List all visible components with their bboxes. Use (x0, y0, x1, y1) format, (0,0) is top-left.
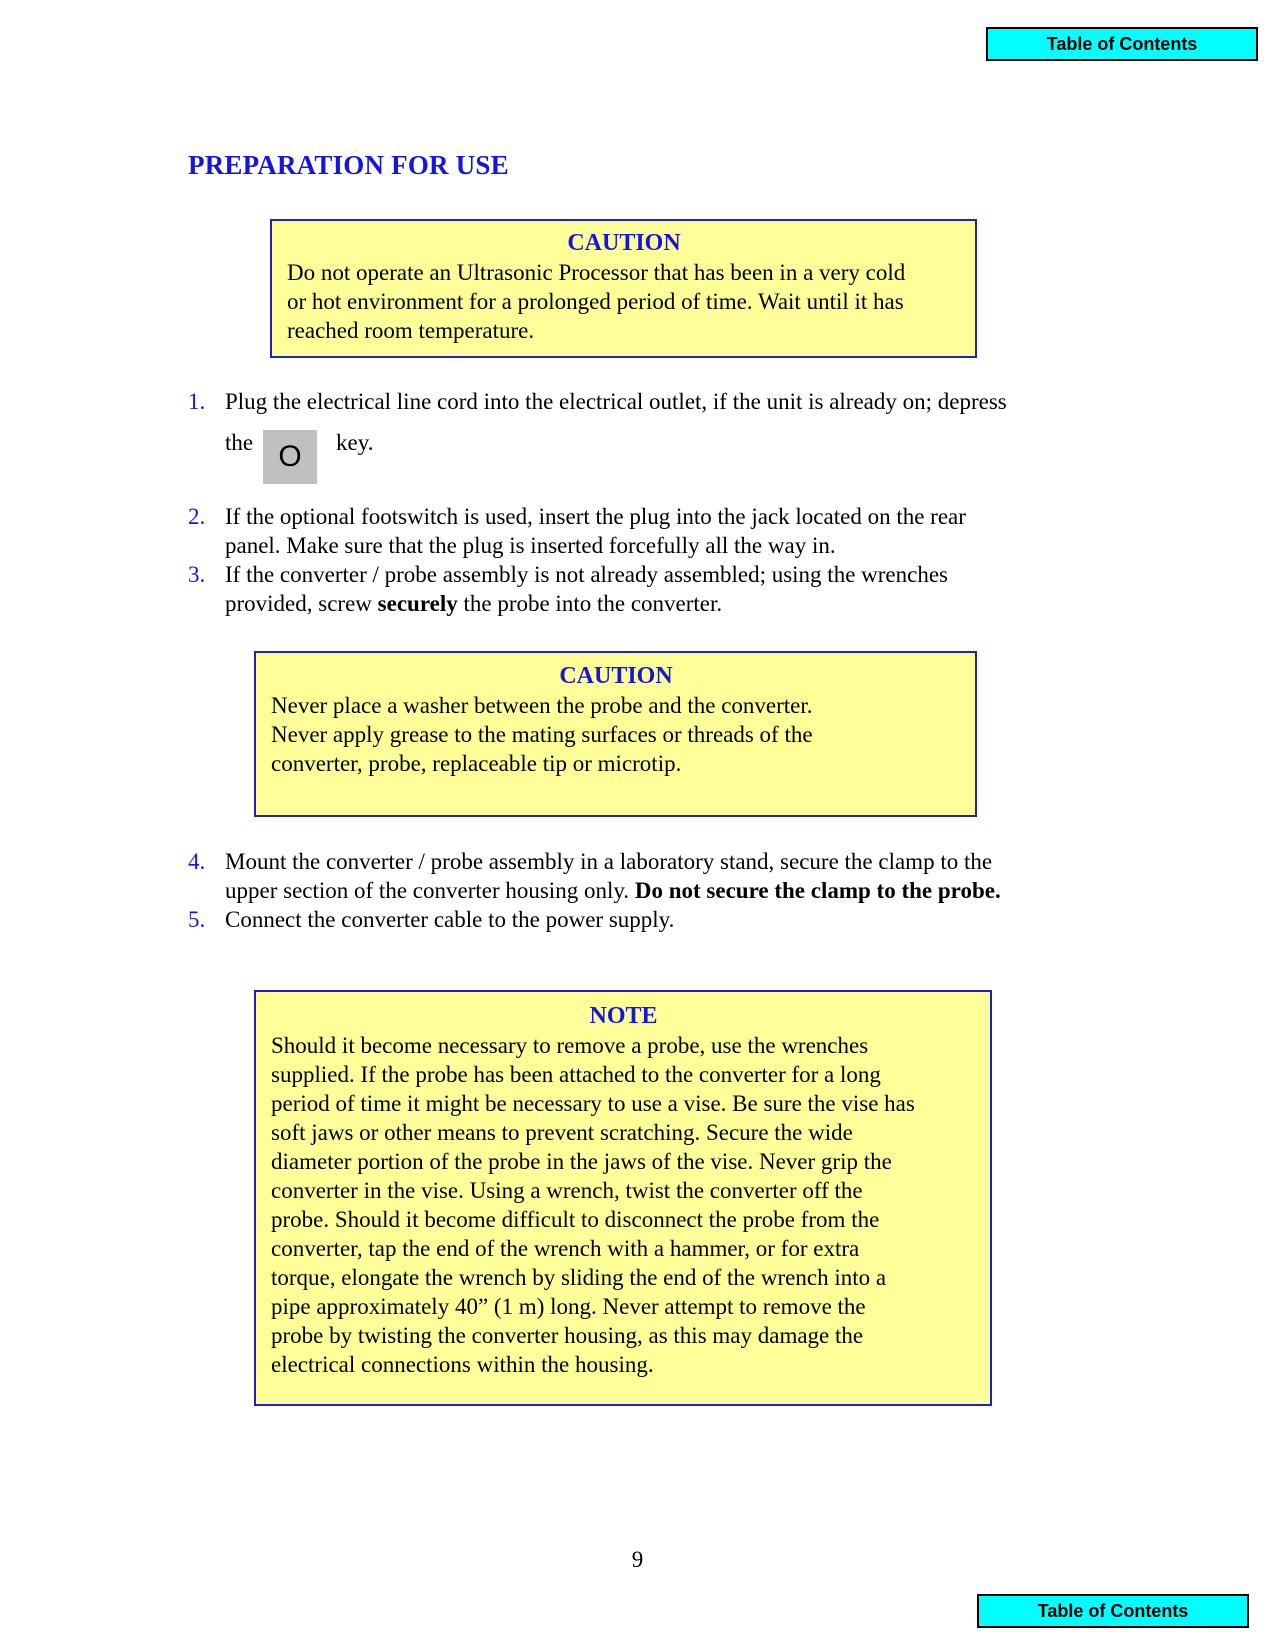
step-number: 4. (188, 849, 206, 874)
off-key-icon: O (263, 430, 317, 484)
step-text: the (225, 430, 254, 455)
step-number: 3. (188, 562, 206, 587)
step-text (225, 560, 1105, 618)
page-title: PREPARATION FOR USE (188, 150, 509, 180)
note-line: converter in the vise. Using a wrench, twist the converter off the (271, 1178, 863, 1203)
caution-heading: CAUTION (559, 663, 673, 689)
note-line: diameter portion of the probe in the jaws of the vise. Never grip the (271, 1149, 892, 1174)
page-number: 9 (631, 1547, 644, 1572)
note-box (254, 990, 992, 1406)
note-line: electrical connections within the housing. (271, 1352, 654, 1377)
step-number: 1. (188, 389, 206, 414)
step-text-part: upper section of the converter housing only. (225, 878, 635, 903)
caution-line: Never place a washer between the probe and the converter. (271, 693, 813, 718)
caution-line: or hot environment for a prolonged period of time. Wait until it has (287, 289, 904, 314)
step-text: key. (336, 430, 374, 455)
note-heading: NOTE (589, 1003, 658, 1029)
note-line: soft jaws or other means to prevent scratching. Secure the wide (271, 1120, 853, 1145)
step-text: Connect the converter cable to the power supply. (225, 907, 675, 932)
step-text-bold: securely (377, 591, 458, 616)
caution-line: converter, probe, replaceable tip or microtip. (271, 751, 682, 776)
step-text-bold: Do not secure the clamp to the probe. (634, 878, 1001, 903)
caution-box-washer (254, 651, 977, 817)
step-number: 5. (188, 907, 206, 932)
step-text (225, 502, 1105, 560)
step-line: If the optional footswitch is used, insert the plug into the jack located on the rear (225, 504, 966, 529)
step-text (225, 847, 1105, 905)
caution-line: reached room temperature. (287, 318, 535, 343)
note-line: torque, elongate the wrench by sliding the end of the wrench into a (271, 1265, 887, 1290)
step-line: Mount the converter / probe assembly in a laboratory stand, secure the clamp to the (225, 849, 993, 874)
step-number: 2. (188, 504, 206, 529)
step-line (225, 589, 1105, 618)
note-line: probe. Should it become difficult to disconnect the probe from the (271, 1207, 880, 1232)
step-line (225, 876, 1105, 905)
caution-heading: CAUTION (567, 230, 681, 256)
step-text-part: the probe into the converter. (457, 591, 723, 616)
note-line: pipe approximately 40” (1 m) long. Never attempt to remove the (271, 1294, 866, 1319)
note-line: Should it become necessary to remove a probe, use the wrenches (271, 1033, 869, 1058)
table-of-contents-button-bottom[interactable]: Table of Contents (977, 1594, 1249, 1628)
caution-line: Never apply grease to the mating surfaces or threads of the (271, 722, 813, 747)
note-line: converter, tap the end of the wrench with a hammer, or for extra (271, 1236, 860, 1261)
step-text-part: provided, screw (225, 591, 378, 616)
step-text: Plug the electrical line cord into the electrical outlet, if the unit is already on; depress (225, 389, 1007, 414)
note-line: period of time it might be necessary to use a vise. Be sure the vise has (271, 1091, 915, 1116)
table-of-contents-button-top[interactable]: Table of Contents (986, 27, 1258, 61)
caution-line: Do not operate an Ultrasonic Processor that has been in a very cold (287, 260, 906, 285)
note-line: probe by twisting the converter housing, as this may damage the (271, 1323, 864, 1348)
step-line: panel. Make sure that the plug is inserted forcefully all the way in. (225, 533, 836, 558)
note-line: supplied. If the probe has been attached to the converter for a long (271, 1062, 881, 1087)
step-line: If the converter / probe assembly is not already assembled; using the wrenches (225, 562, 948, 587)
caution-box-temperature (270, 219, 977, 358)
